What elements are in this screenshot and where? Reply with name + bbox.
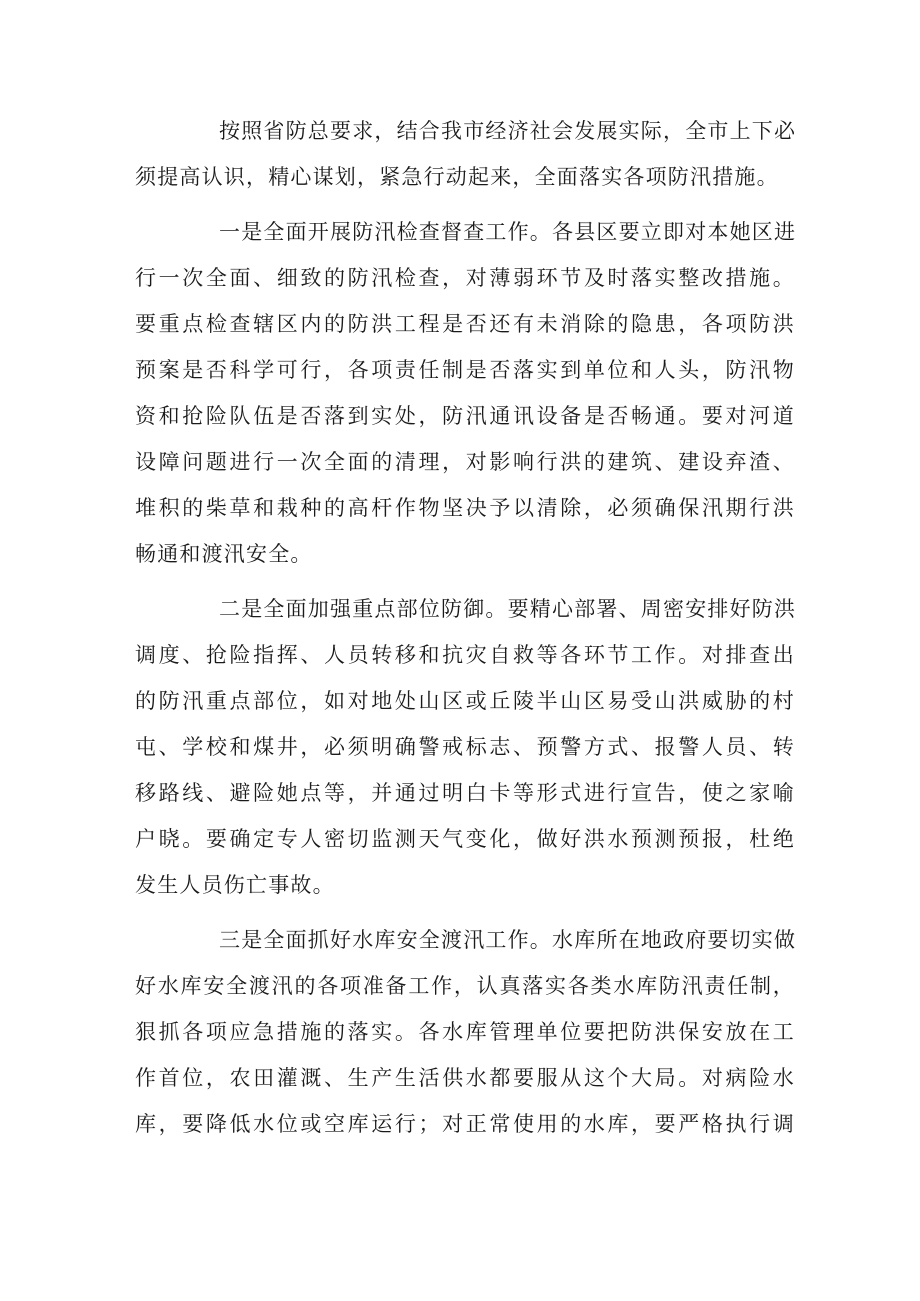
- text-line: 预案是否科学可行，各项责任制是否落实到单位和人头，防汛物: [135, 358, 795, 382]
- text-line: 狠抓各项应急措施的落实。各水库管理单位要把防洪保安放在工: [135, 1020, 795, 1044]
- text-line: 移路线、避险她点等，并通过明白卡等形式进行宣告，使之家喻: [135, 781, 795, 805]
- text-line: 要重点检查辖区内的防洪工程是否还有未消除的隐患，各项防洪: [135, 312, 795, 336]
- text-line: 设障问题进行一次全面的清理，对影响行洪的建筑、建设弃渣、: [135, 450, 795, 474]
- text-line: 二是全面加强重点部位防御。要精心部署、周密安排好防洪: [219, 597, 797, 621]
- text-line: 按照省防总要求，结合我市经济社会发展实际，全市上下必: [219, 119, 797, 143]
- text-line: 库，要降低水位或空库运行；对正常使用的水库，要严格执行调: [135, 1112, 795, 1136]
- paragraph-point-1: [135, 209, 795, 577]
- document-body: [135, 108, 795, 1147]
- text-line: 堆积的柴草和栽种的高杆作物坚决予以清除，必须确保汛期行洪: [135, 496, 795, 520]
- text-line: 调度、抢险指挥、人员转移和抗灾自救等各环节工作。对排查出: [135, 643, 795, 667]
- text-line: 发生人员伤亡事故。: [135, 873, 335, 897]
- paragraph-point-2: [135, 586, 795, 908]
- text-line: 须提高认识，精心谋划，紧急行动起来，全面落实各项防汛措施。: [135, 165, 779, 189]
- text-line: 户晓。要确定专人密切监测天气变化，做好洪水预测预报，杜绝: [135, 827, 795, 851]
- text-line: 行一次全面、细致的防汛检查，对薄弱环节及时落实整改措施。: [135, 266, 795, 290]
- text-line: 一是全面开展防汛检查督查工作。各县区要立即对本她区进: [219, 220, 797, 244]
- text-line: 的防汛重点部位，如对地处山区或丘陵半山区易受山洪威胁的村: [135, 689, 795, 713]
- text-line: 作首位，农田灌溉、生产生活供水都要服从这个大局。对病险水: [135, 1066, 795, 1090]
- text-line: 好水库安全渡汛的各项准备工作，认真落实各类水库防汛责任制，: [135, 974, 795, 998]
- text-line: 资和抢险队伍是否落到实处，防汛通讯设备是否畅通。要对河道: [135, 404, 795, 428]
- paragraph-point-3: [135, 917, 795, 1147]
- text-line: 屯、学校和煤井，必须明确警戒标志、预警方式、报警人员、转: [135, 735, 795, 759]
- text-line: 三是全面抓好水库安全渡汛工作。水库所在地政府要切实做: [219, 928, 797, 952]
- text-line: 畅通和渡汛安全。: [135, 542, 313, 566]
- paragraph-intro: [135, 108, 795, 200]
